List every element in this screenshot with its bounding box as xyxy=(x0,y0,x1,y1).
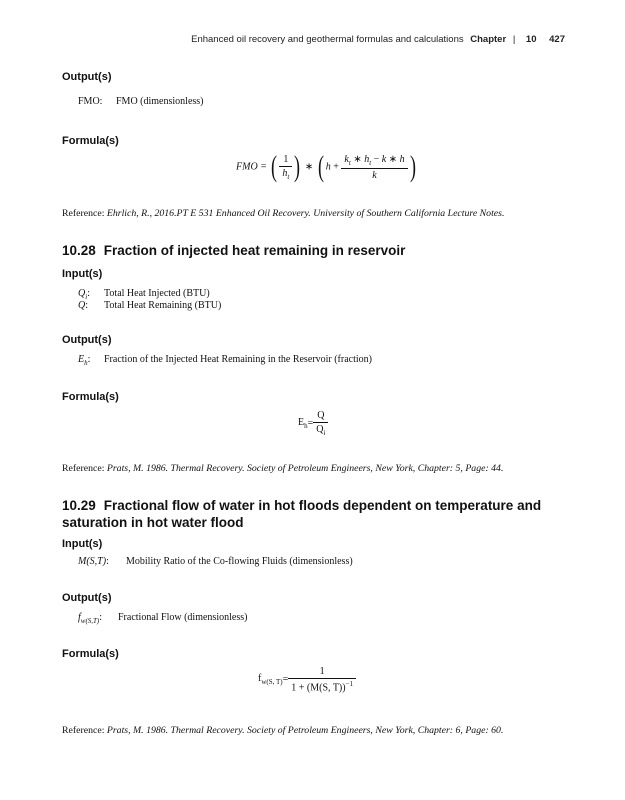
page-number: 427 xyxy=(549,34,565,45)
running-header xyxy=(191,34,565,45)
formula-lhs: $E_h$ xyxy=(298,417,308,430)
output-heading: Output(s) xyxy=(62,334,112,346)
section-title-text: Fractional flow of water in hot floods dependent on temperature and saturation in hot water flood xyxy=(62,498,542,530)
input-item: M(S,T): Mobility Ratio of the Co-flowing Fluids (dimensionless) xyxy=(78,556,353,567)
reference-label: Reference: xyxy=(62,208,105,219)
fraction-q-over-qi: $\frac{Q}{Q_i}$ xyxy=(313,410,328,437)
reference-text: Prats, M. 1986. Thermal Recovery. Society of Petroleum Engineers, New York, Chapter: 6, Page: 60. xyxy=(106,725,504,736)
reference-ehrlich xyxy=(62,208,504,219)
output-item: $E_h$: Fraction of the Injected Heat Remaining in the Reservoir (fraction) xyxy=(78,354,372,367)
section-number: 10.29 xyxy=(62,498,96,513)
output-item xyxy=(78,96,204,107)
fractional-flow-formula: $f_{w(S, T)}=$ $\frac{1}{1 + (M(S, T))^{-1}}$ xyxy=(258,666,356,693)
output-heading: Output(s) xyxy=(62,592,112,604)
input-item: $Q_i$: Total Heat Injected (BTU) xyxy=(78,288,210,301)
input-description: Total Heat Remaining (BTU) xyxy=(104,300,222,311)
fraction-1-over-ht: $\frac{1}{h_t}$ xyxy=(279,154,292,181)
fmo-formula: FMO = ( $\frac{1}{h_t}$ ) ∗ ( h + $\frac{k_t ∗ h_t - k ∗ h}{k}$ ) xyxy=(236,150,416,183)
output-item: $f_{w(S,T)}$: Fractional Flow (dimensionless) xyxy=(78,612,248,625)
input-heading: Input(s) xyxy=(62,538,103,550)
formula-heading: Formula(s) xyxy=(62,648,119,660)
input-heading: Input(s) xyxy=(62,268,103,280)
chapter-number: 10 xyxy=(525,34,537,45)
formula-lhs: FMO = xyxy=(236,161,267,173)
right-paren: ) xyxy=(294,150,301,183)
input-description: Total Heat Injected (BTU) xyxy=(104,288,210,299)
section-number: 10.28 xyxy=(62,243,96,258)
header-separator: | xyxy=(512,34,516,45)
fraction-k-term: $\frac{k_t ∗ h_t - k ∗ h}{k}$ xyxy=(341,154,407,181)
output-description: Fraction of the Injected Heat Remaining in the Reservoir (fraction) xyxy=(104,354,372,365)
reference-label: Reference: xyxy=(62,725,105,736)
left-paren: ( xyxy=(271,150,278,183)
reference-text: Prats, M. 1986. Thermal Recovery. Society of Petroleum Engineers, New York, Chapter: 5, Page: 44. xyxy=(106,463,504,474)
eh-formula: $E_h=$ $\frac{Q}{Q_i}$ xyxy=(298,410,328,437)
output-heading: Output(s) xyxy=(62,71,112,83)
reference-prats-60 xyxy=(62,725,503,736)
formula-heading: Formula(s) xyxy=(62,391,119,403)
output-description: Fractional Flow (dimensionless) xyxy=(118,612,248,623)
left-paren: ( xyxy=(317,150,324,183)
multiply-sign: ∗ xyxy=(304,161,314,173)
section-title-10-28 xyxy=(62,242,562,259)
running-title: Enhanced oil recovery and geothermal formulas and calculations xyxy=(191,34,464,45)
section-title-10-29 xyxy=(62,497,562,531)
reference-label: Reference: xyxy=(62,463,105,474)
output-symbol: FMO: xyxy=(78,96,103,107)
output-description: FMO (dimensionless) xyxy=(116,96,204,107)
right-paren: ) xyxy=(409,150,416,183)
reference-text: Ehrlich, R., 2016.PT E 531 Enhanced Oil Recovery. University of Southern California Lecture Notes. xyxy=(106,208,505,219)
chapter-label: Chapter xyxy=(470,34,507,45)
section-title-text: Fraction of injected heat remaining in reservoir xyxy=(103,243,406,258)
input-description: Mobility Ratio of the Co-flowing Fluids (dimensionless) xyxy=(126,556,353,567)
reference-prats-44 xyxy=(62,463,503,474)
formula-lhs: $f_{w(S, T)}$ xyxy=(258,673,283,687)
formula-heading: Formula(s) xyxy=(62,135,119,147)
input-item: Q: Total Heat Remaining (BTU) xyxy=(78,300,222,311)
fraction-flow: $\frac{1}{1 + (M(S, T))^{-1}}$ xyxy=(288,666,356,693)
